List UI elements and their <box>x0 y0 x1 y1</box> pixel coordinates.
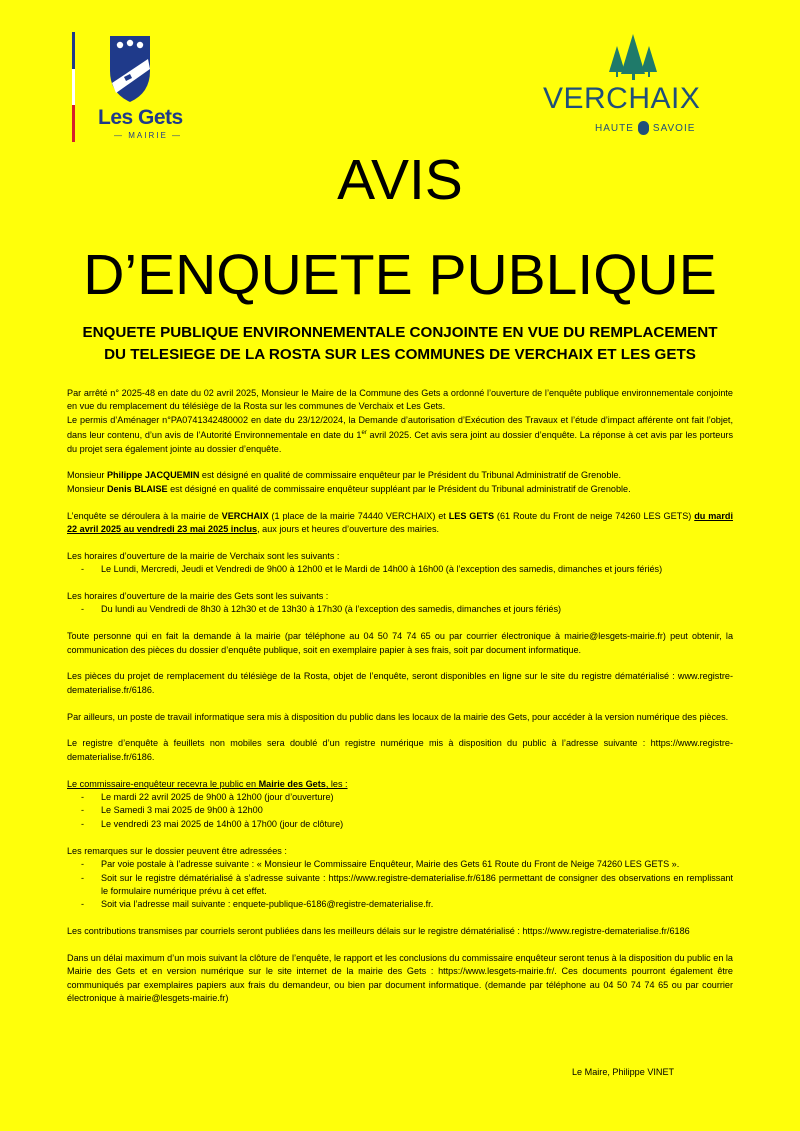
paragraph-registre: Le registre d’enquête à feuillets non mobiles sera doublé d’un registre numérique mis à disposition du public à l’adresse suivante : https://www.registre-dematerialise.fr/6186. <box>67 738 733 762</box>
signature: Le Maire, Philippe VINET <box>572 1067 675 1077</box>
savoie-emblem-icon <box>638 121 649 135</box>
list-item: - Soit sur le registre dématérialisé à s’adresse suivante : https://www.registre-dematerialise.fr/6186 permettant de consigner des observations en remplissant le formulaire numérique prévu à cet effet. <box>67 872 733 899</box>
paragraph-commissaire: Monsieur Philippe JACQUEMIN est désigné en qualité de commissaire enquêteur par le Président du Tribunal Administratif de Grenoble. <box>67 470 621 481</box>
verchaix-logo <box>540 34 725 144</box>
pine-trees-icon <box>608 34 658 80</box>
paragraph-rapport: Dans un délai maximum d’un mois suivant la clôture de l’enquête, le rapport et les conclusions du commissaire enquêteur seront tenus à la disposition du public en la Mairie des Gets et en version numérique sur le site internet de la mairie des Gets : https://www.lesgets-mairie.fr/. Ces documents pourront également être communiqués par exemplaires papiers aux frais du demandeur, ou bien par document informatique. (demande par téléphone au 04 50 74 74 65 ou par courrier électronique à mairie@lesgets-mairie.fr) <box>67 952 733 1004</box>
les-gets-logo <box>70 30 190 150</box>
les-gets-name: Les Gets <box>98 106 183 129</box>
title-avis: AVIS <box>337 148 463 212</box>
paragraph-suppleant: Monsieur Denis BLAISE est désigné en qualité de commissaire enquêteur suppléant par le Président du Tribunal administratif de Grenoble. <box>67 483 631 494</box>
notice-body <box>67 387 733 1006</box>
verchaix-name: VERCHAIX <box>543 82 701 115</box>
paragraph-pieces-en-ligne: Les pièces du projet de remplacement du télésiège de la Rosta, objet de l’enquête, seront disponibles en ligne sur le site du registre dématérialisé : www.registre-dematerialise.fr/6186. <box>67 671 733 695</box>
paragraph-arrete: Par arrêté n° 2025-48 en date du 02 avril 2025, Monsieur le Maire de la Commune des Gets a ordonné l’ouverture de l’enquête publique environnementale conjointe en vue du remplacement du télésiège de la Rosta sur les communes de Verchaix et Les Gets. <box>67 388 733 412</box>
list-item: - Le Lundi, Mercredi, Jeudi et Vendredi de 9h00 à 12h00 et le Mardi de 14h00 à 16h00 (à l’exception des samedis, dimanches et jours fériés) <box>67 563 733 576</box>
list-item: - Du lundi au Vendredi de 8h30 à 12h30 et de 13h30 à 17h30 (à l’exception des samedis, dimanches et jours fériés) <box>67 603 733 616</box>
paragraph-communication: Toute personne qui en fait la demande à la mairie (par téléphone au 04 50 74 74 65 ou par courrier électronique à mairie@lesgets-mairie.fr) peut obtenir, la communication des pièces du dossier d’enquête publique, soit en exemplaire papier à ses frais, soit par document informatique. <box>67 631 733 655</box>
paragraph-permanences: Le commissaire-enquêteur recevra le public en Mairie des Gets, les : <box>67 778 348 789</box>
paragraph-horaires-gets: Les horaires d’ouverture de la mairie des Gets sont les suivants : <box>67 591 329 602</box>
title-enquete-publique: D’ENQUETE PUBLIQUE <box>83 243 717 307</box>
list-item: - Soit via l’adresse mail suivante : enquete-publique-6186@registre-dematerialise.fr. <box>67 898 733 911</box>
verchaix-region <box>595 121 695 135</box>
subtitle-line-1: ENQUETE PUBLIQUE ENVIRONNEMENTALE CONJOINTE EN VUE DU REMPLACEMENT <box>82 324 718 341</box>
flag-stripe <box>72 32 75 142</box>
list-item: - Le vendredi 23 mai 2025 de 14h00 à 17h00 (jour de clôture) <box>67 818 733 831</box>
shield-icon <box>108 33 152 105</box>
list-item: - Le Samedi 3 mai 2025 de 9h00 à 12h00 <box>67 804 733 817</box>
paragraph-contributions: Les contributions transmises par courriels seront publiées dans les meilleurs délais sur le registre dématérialisé : https://www.registre-dematerialise.fr/6186 <box>67 926 690 937</box>
paragraph-permis: Le permis d’Aménager n°PA0741342480002 en date du 23/12/2024, la Demande d’autorisation d’Exécution des Travaux et l’étude d’impact afférente ont fait l’objet, dans leur contenu, d’un avis de l’Autorité Environnementale en date du 1er avril 2025. Cet avis sera joint au dossier d’enquête. La réponse à cet avis par les porteurs du projet sera également jointe au dossier d’enquête. <box>67 414 733 454</box>
paragraph-horaires-verchaix: Les horaires d’ouverture de la mairie de Verchaix sont les suivants : <box>67 550 340 561</box>
region-right-text: SAVOIE <box>652 122 696 134</box>
list-item: - Le mardi 22 avril 2025 de 9h00 à 12h00 (jour d’ouverture) <box>67 791 733 804</box>
les-gets-subtitle: — MAIRIE — <box>114 131 183 140</box>
paragraph-remarques: Les remarques sur le dossier peuvent être adressées : <box>67 845 287 856</box>
list-item: - Par voie postale à l’adresse suivante : « Monsieur le Commissaire Enquêteur, Mairie des Gets 61 Route du Front de Neige 74260 LES GETS ». <box>67 858 733 871</box>
region-left-text: HAUTE <box>595 122 634 134</box>
paragraph-lieux-dates: L’enquête se déroulera à la mairie de VERCHAIX (1 place de la mairie 74440 VERCHAIX) et LES GETS (61 Route du Front de neige 74260 LES GETS) du mardi 22 avril 2025 au vendredi 23 mai 2025 inclus, aux jours et heures d’ouverture des mairies. <box>67 510 733 535</box>
subtitle <box>40 322 760 366</box>
subtitle-line-2: DU TELESIEGE DE LA ROSTA SUR LES COMMUNES DE VERCHAIX ET LES GETS <box>104 346 696 363</box>
paragraph-poste-informatique: Par ailleurs, un poste de travail informatique sera mis à disposition du public dans les locaux de la mairie des Gets, pour accéder à la version numérique des pièces. <box>67 711 729 722</box>
